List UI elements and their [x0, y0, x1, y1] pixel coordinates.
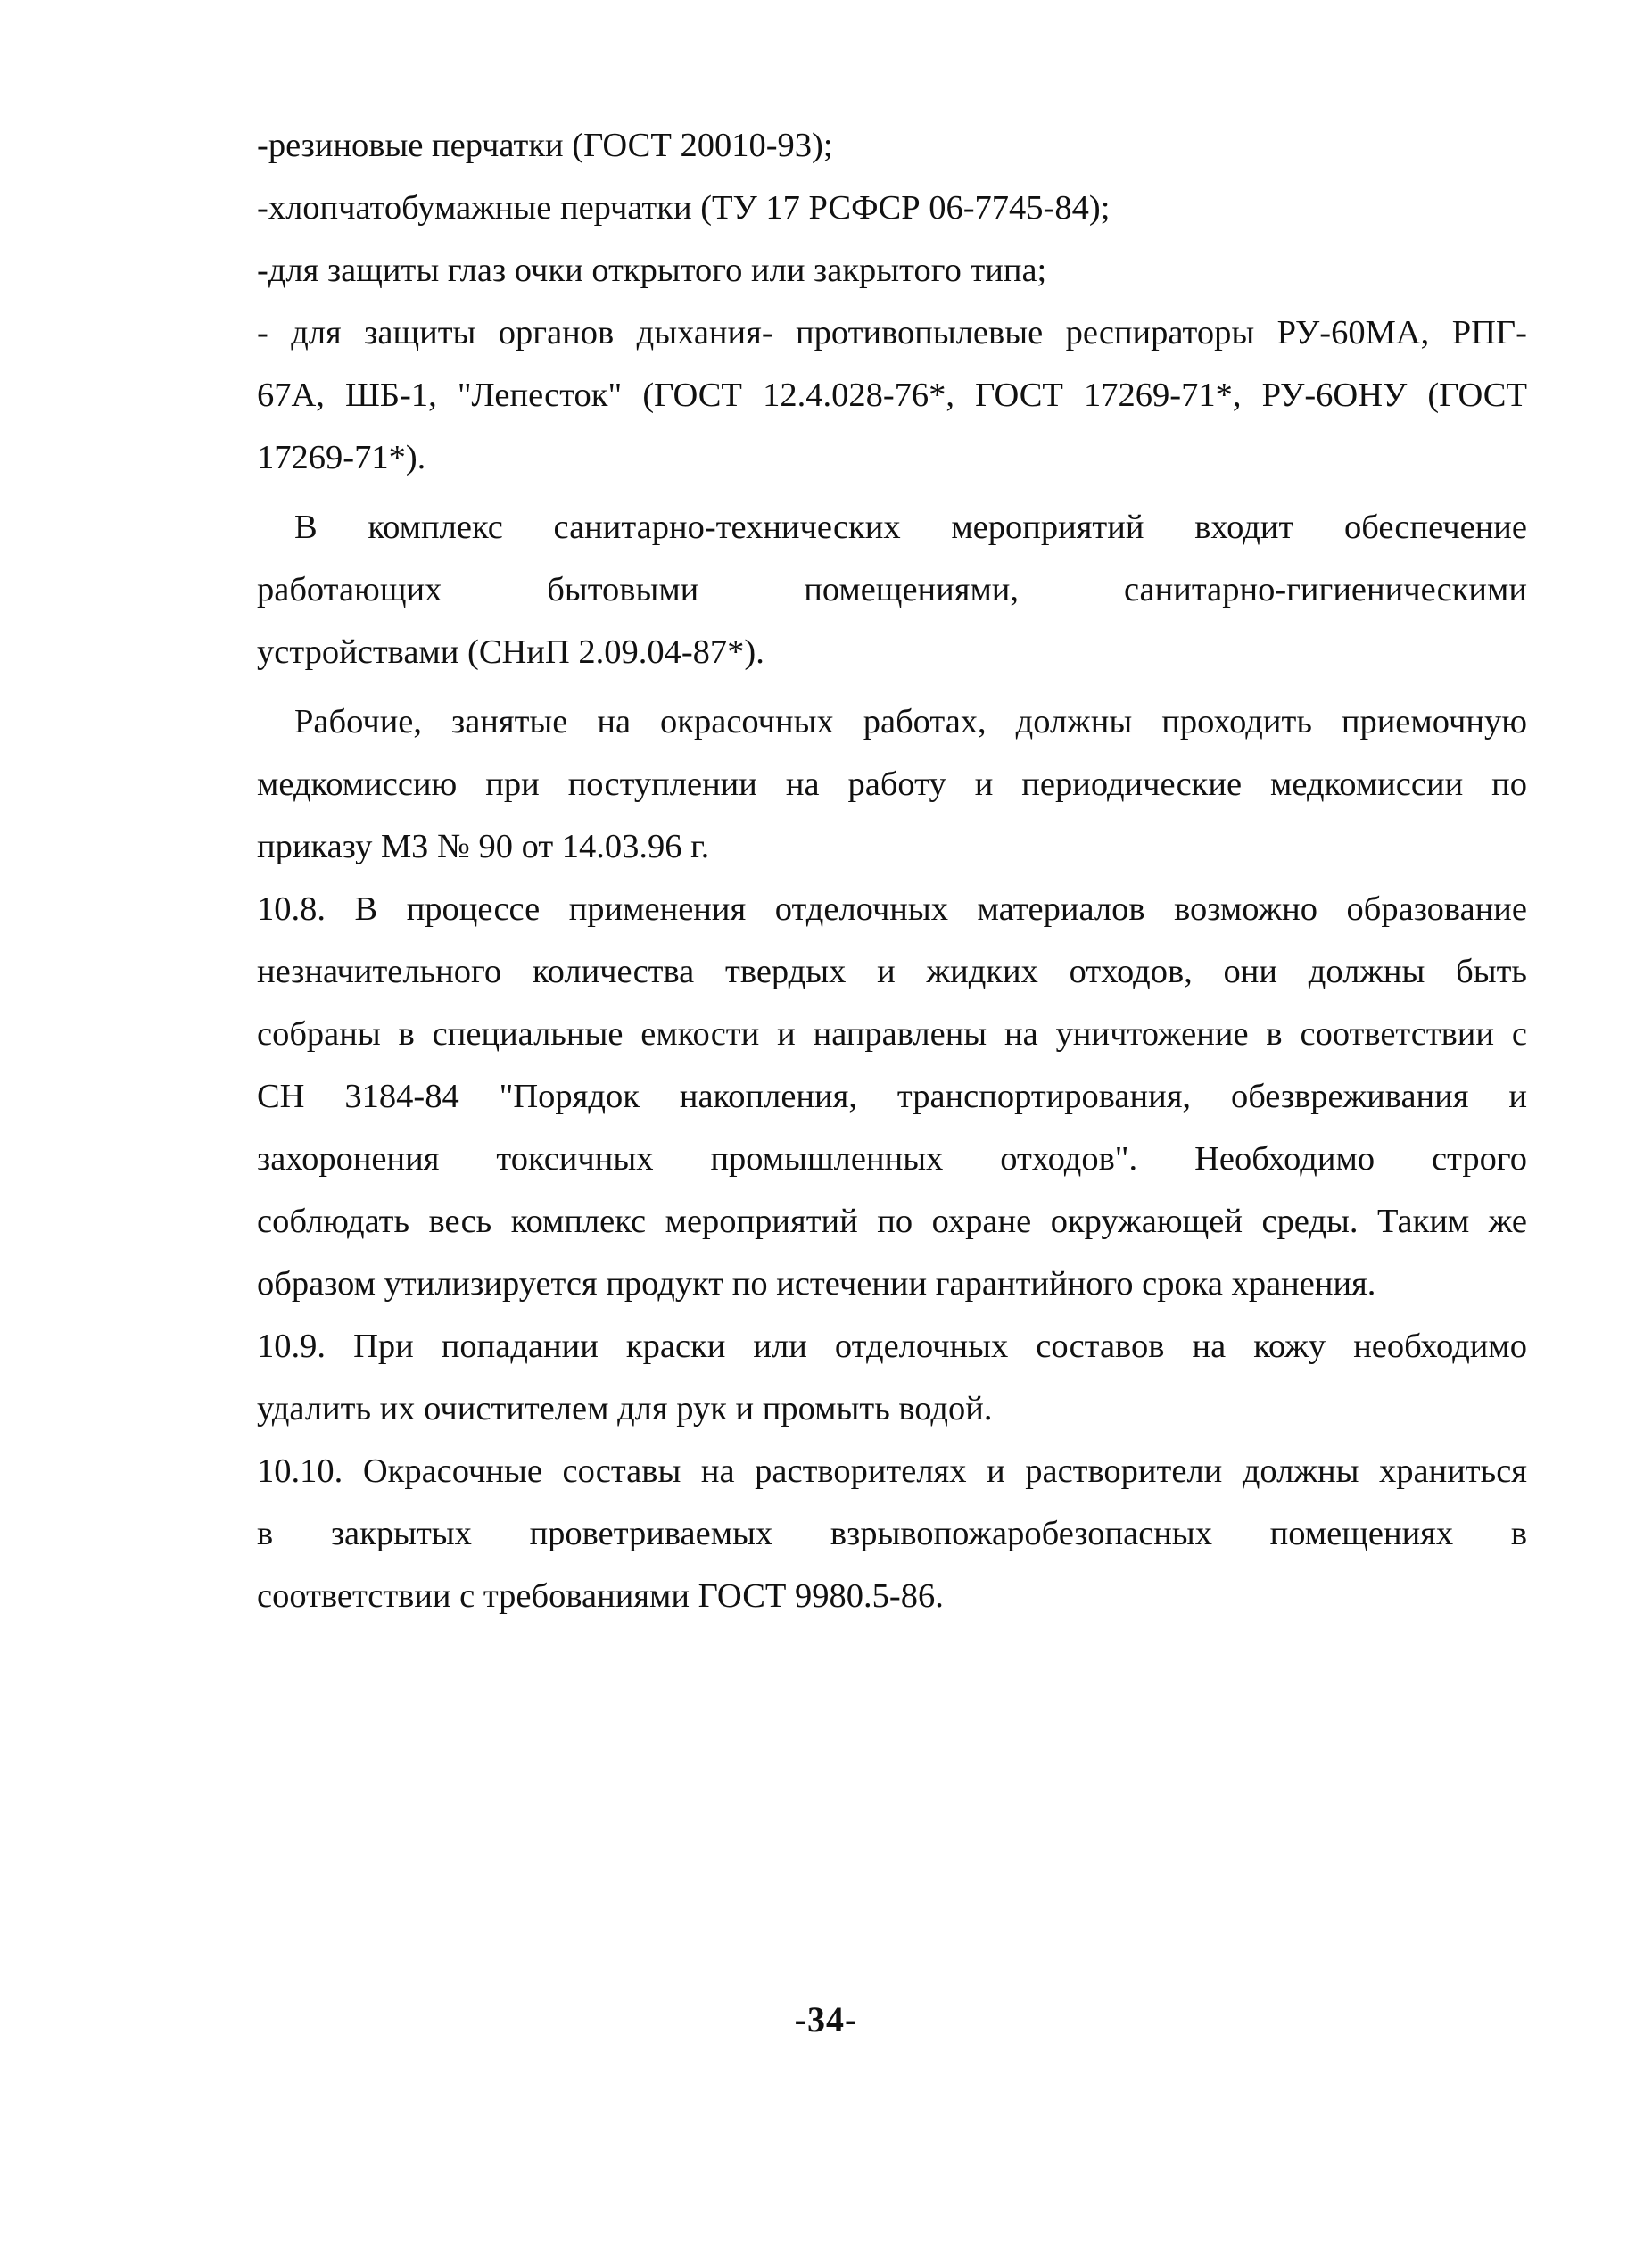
paragraph-sanitary-line-1: В комплекс санитарно-технических мероприятий входит обеспечение	[294, 509, 1527, 546]
bullet-respiratory-line-1: - для защиты органов дыхания- противопылевые респираторы РУ-60МА, РПГ-	[257, 314, 1527, 352]
section-10-10-line-3: соответствии с требованиями ГОСТ 9980.5-86.	[257, 1577, 944, 1615]
bullet-respiratory-line-3: 17269-71*).	[257, 439, 426, 476]
section-10-8-line-4: СН 3184-84 "Порядок накопления, транспортирования, обезвреживания и	[257, 1078, 1527, 1115]
section-10-9-line-1: 10.9. При попадании краски или отделочных составов на кожу необходимо	[257, 1328, 1527, 1365]
paragraph-medical-line-1: Рабочие, занятые на окрасочных работах, должны проходить приемочную	[294, 703, 1527, 740]
bullet-respiratory-line-2: 67А, ШБ-1, "Лепесток" (ГОСТ 12.4.028-76*, ГОСТ 17269-71*, РУ-6ОНУ (ГОСТ	[257, 376, 1527, 414]
paragraph-sanitary-line-2: работающих бытовыми помещениями, санитарно-гигиеническими	[257, 571, 1527, 608]
bullet-eye-protection: -для защиты глаз очки открытого или закрытого типа;	[257, 252, 1047, 289]
section-10-10-line-2: в закрытых проветриваемых взрывопожаробезопасных помещениях в	[257, 1515, 1527, 1552]
paragraph-medical-line-3: приказу МЗ № 90 от 14.03.96 г.	[257, 828, 710, 865]
section-10-8-line-1: 10.8. В процессе применения отделочных материалов возможно образование	[257, 890, 1527, 928]
section-10-8-line-2: незначительного количества твердых и жидких отходов, они должны быть	[257, 953, 1527, 990]
paragraph-medical-line-2: медкомиссию при поступлении на работу и периодические медкомиссии по	[257, 765, 1527, 803]
bullet-rubber-gloves: -резиновые перчатки (ГОСТ 20010-93);	[257, 127, 833, 164]
section-10-8-line-3: собраны в специальные емкости и направлены на уничтожение в соответствии с	[257, 1015, 1527, 1053]
bullet-cotton-gloves: -хлопчатобумажные перчатки (ТУ 17 РСФСР 06-7745-84);	[257, 189, 1111, 227]
section-10-8-line-5: захоронения токсичных промышленных отходов". Необходимо строго	[257, 1140, 1527, 1178]
paragraph-sanitary-line-3: устройствами (СНиП 2.09.04-87*).	[257, 633, 764, 671]
section-10-8-line-6: соблюдать весь комплекс мероприятий по охране окружающей среды. Таким же	[257, 1203, 1527, 1240]
page-number: -34-	[794, 1999, 858, 2039]
section-10-10-line-1: 10.10. Окрасочные составы на растворителях и растворители должны храниться	[257, 1452, 1527, 1490]
section-10-9-line-2: удалить их очистителем для рук и промыть водой.	[257, 1390, 993, 1427]
section-10-8-line-7: образом утилизируется продукт по истечении гарантийного срока хранения.	[257, 1265, 1376, 1303]
document-body	[257, 114, 1527, 1627]
